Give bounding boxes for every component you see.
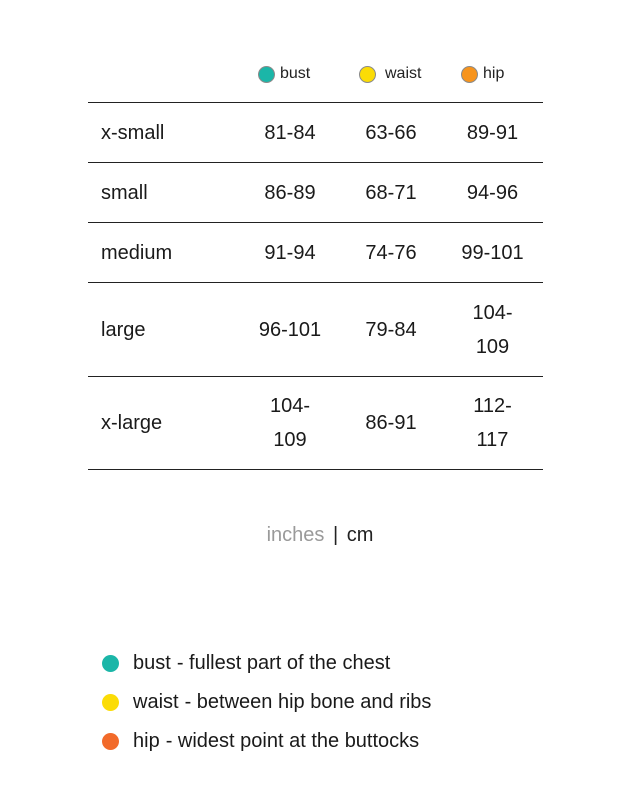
- table-row: [88, 223, 543, 283]
- legend-description: - widest point at the buttocks: [165, 730, 420, 752]
- legend-item-hip: [102, 722, 431, 761]
- unit-separator: |: [332, 524, 339, 546]
- unit-inches-link[interactable]: inches: [266, 524, 325, 546]
- bust-value: 104-109: [269, 395, 311, 451]
- size-chart: [88, 58, 543, 470]
- legend-term: waist: [133, 691, 179, 713]
- waist-cell: 68-71: [365, 181, 417, 204]
- header-bust-label: bust: [280, 65, 311, 82]
- waist-cell: 86-91: [365, 412, 417, 434]
- table-row: [88, 163, 543, 223]
- header-waist: [359, 65, 421, 83]
- header-waist-label: waist: [385, 65, 422, 82]
- waist-dot-icon: [102, 694, 119, 711]
- legend-item-bust: [102, 644, 431, 683]
- hip-value: 104-109: [472, 301, 513, 358]
- hip-dot-icon: [461, 66, 478, 83]
- bust-cell: 91-94: [264, 241, 316, 264]
- hip-cell: 89-91: [466, 121, 519, 144]
- size-cell: medium: [101, 241, 173, 264]
- unit-toggle: [0, 524, 640, 547]
- waist-cell: 79-84: [365, 318, 417, 341]
- header-hip: [461, 65, 504, 83]
- table-row: [88, 283, 543, 377]
- hip-cell: [450, 377, 535, 469]
- bust-cell: 86-89: [264, 181, 316, 204]
- legend-term: bust: [133, 652, 171, 674]
- size-cell: large: [101, 318, 146, 341]
- size-cell: x-small: [101, 121, 165, 144]
- bust-dot-icon: [102, 655, 119, 672]
- hip-cell: 99-101: [461, 241, 524, 264]
- header-row: [88, 58, 543, 103]
- table-row: [88, 103, 543, 163]
- bust-cell: 81-84: [264, 121, 316, 144]
- measurement-legend: [102, 644, 431, 761]
- bust-cell: 96-101: [258, 318, 322, 341]
- waist-cell: 63-66: [365, 121, 417, 144]
- legend-description: - fullest part of the chest: [176, 652, 391, 674]
- hip-value: 112-117: [473, 395, 512, 451]
- size-cell: small: [101, 181, 148, 204]
- unit-cm-link[interactable]: cm: [346, 524, 374, 546]
- waist-dot-icon: [359, 66, 376, 83]
- hip-dot-icon: [102, 733, 119, 750]
- legend-term: hip: [133, 730, 160, 752]
- hip-cell: 94-96: [466, 181, 519, 204]
- header-bust: [258, 65, 310, 83]
- legend-description: - between hip bone and ribs: [184, 691, 432, 713]
- bust-dot-icon: [258, 66, 275, 83]
- bust-cell: [245, 377, 335, 469]
- header-hip-label: hip: [483, 65, 505, 82]
- legend-item-waist: [102, 683, 431, 722]
- size-cell: x-large: [101, 412, 163, 434]
- table-row: [88, 377, 543, 470]
- hip-cell: [450, 283, 535, 376]
- waist-cell: 74-76: [365, 241, 417, 264]
